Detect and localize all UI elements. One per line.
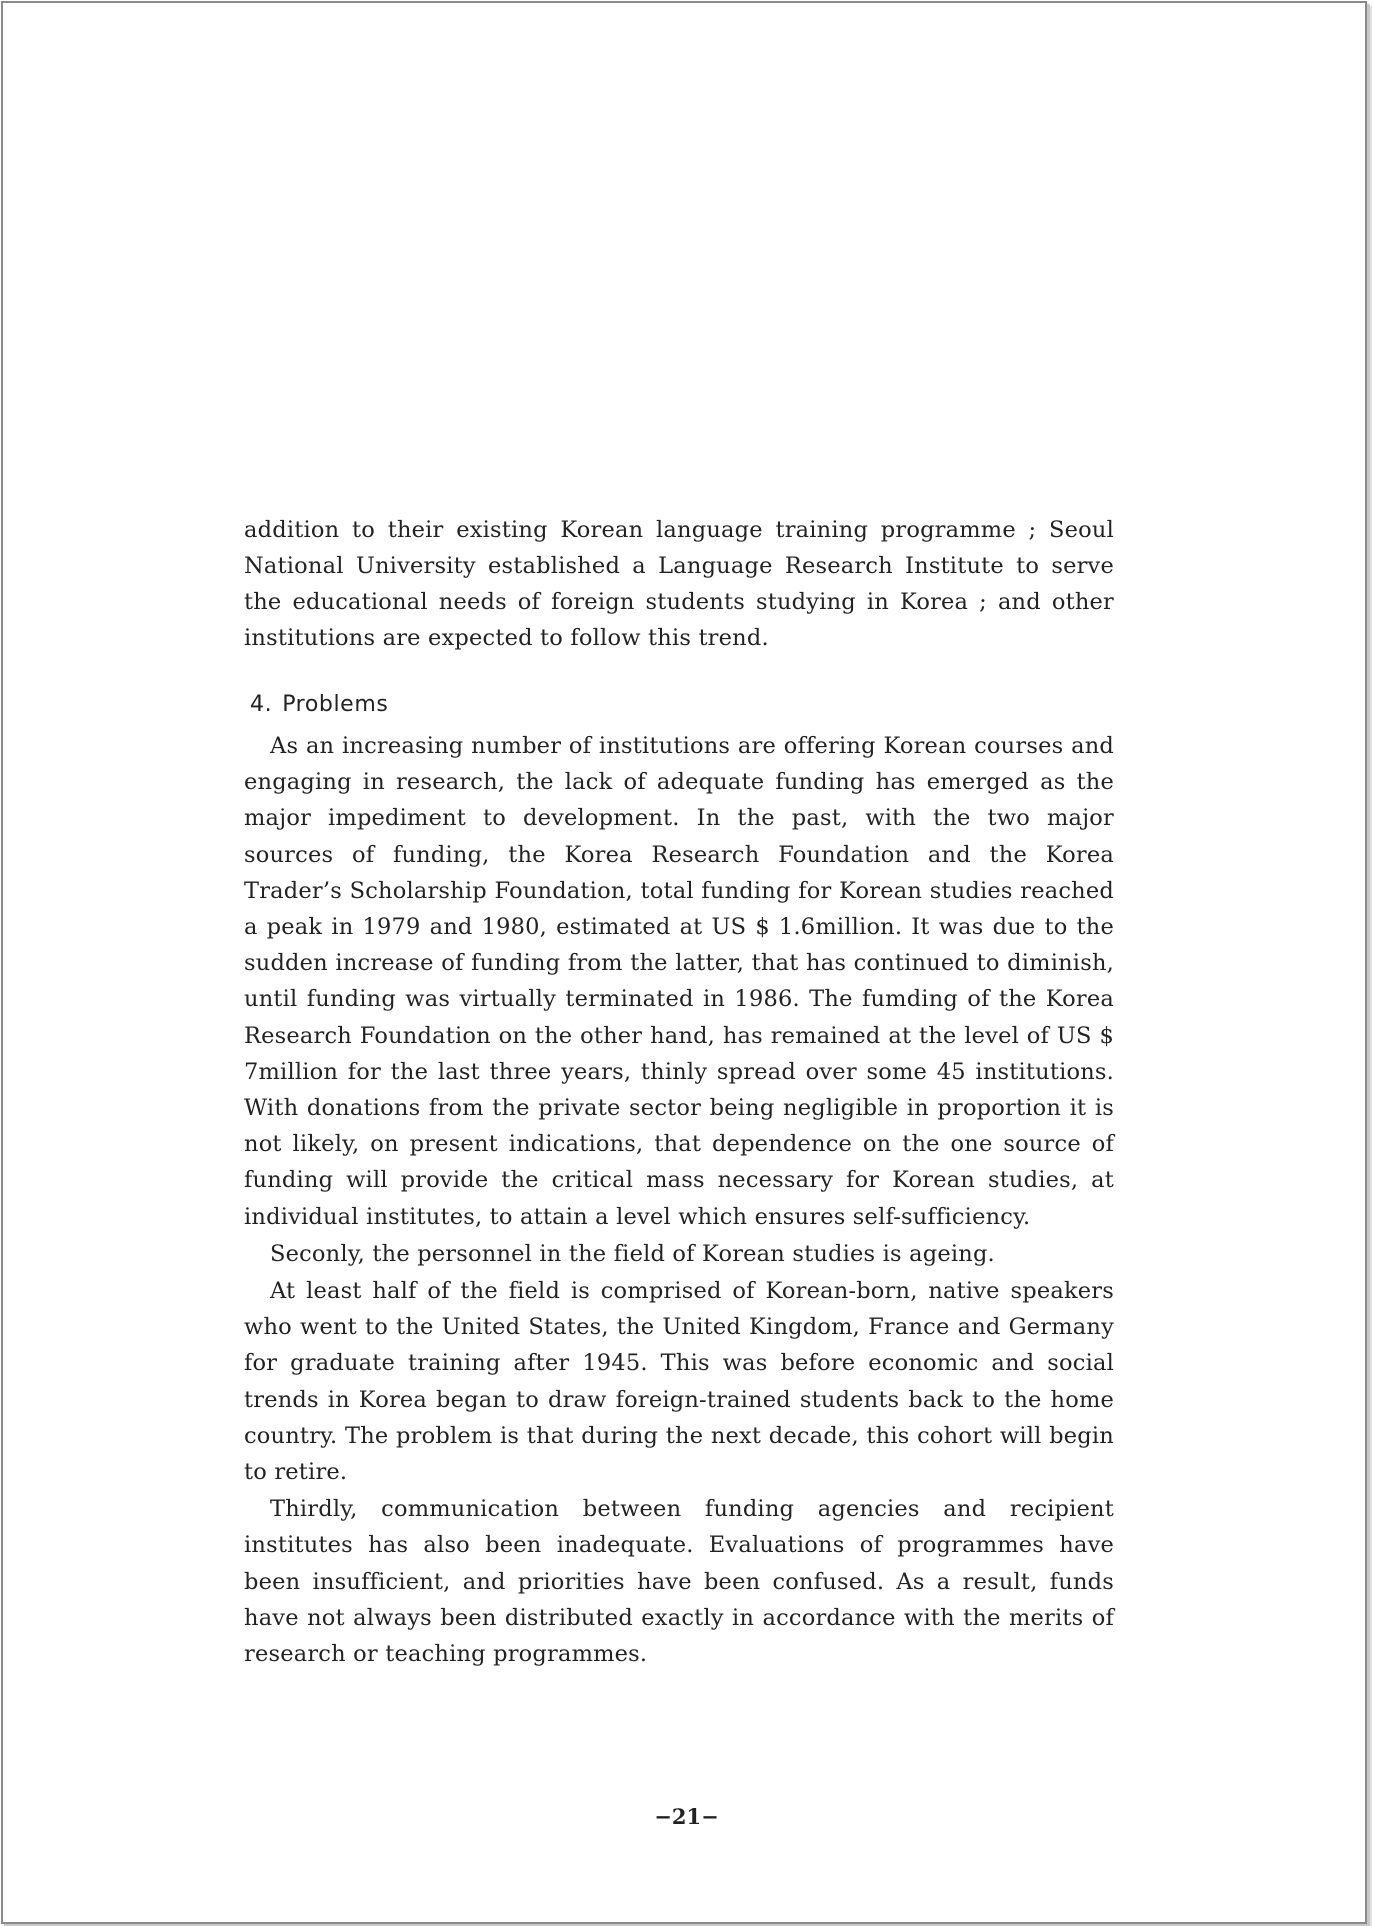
paragraph-communication: Thirdly, communication between funding agencies and recipient institutes has also been inadequate. Evaluations of programmes have been insufficient, and priorities have been confused. As a result, funds have not always been distributed exactly in accordance with the merits of research or teaching programmes.	[244, 1496, 1114, 1668]
intro-paragraph: addition to their existing Korean language training programme ; Seoul National University established a Language Research Institute to serve the educational needs of foreign students studying in Korea ; and other institutions are expected to follow this trend.	[244, 517, 1114, 651]
section-body	[244, 728, 1114, 1672]
page-number: −21−	[654, 1804, 719, 1829]
section-number: 4.	[250, 692, 273, 717]
paragraph-personnel: Seconly, the personnel in the field of Korean studies is ageing.	[270, 1240, 995, 1267]
paragraph-funding: As an increasing number of institutions are offering Korean courses and engaging in research, the lack of adequate funding has emerged as the major impediment to development. In the past, with the two major sources of funding, the Korea Research Foundation and the Korea Trader’s Scholarship Foundation, total funding for Korean studies reached a peak in 1979 and 1980, estimated at US $ 1.6million. It was due to the sudden increase of funding from the latter, that has continued to diminish, until funding was virtually terminated in 1986. The fumding of the Korea Research Foundation on the other hand, has remained at the level of US $ 7million for the last three years, thinly spread over some 45 institutions. With donations from the private sector being negligible in proportion it is not likely, on present indications, that dependence on the one source of funding will provide the critical mass necessary for Korean studies, at individual institutes, to attain a level which ensures self-sufficiency.	[244, 733, 1114, 1230]
intro-text	[244, 512, 1114, 656]
section-title: Problems	[282, 692, 389, 717]
section-heading	[250, 692, 388, 717]
paragraph-half-field: At least half of the field is comprised of Korean-born, native speakers who went to the United States, the United Kingdom, France and Germany for graduate training after 1945. This was before economic and social trends in Korea began to draw foreign-trained students back to the home country. The problem is that during the next decade, this cohort will begin to retire.	[244, 1278, 1114, 1486]
